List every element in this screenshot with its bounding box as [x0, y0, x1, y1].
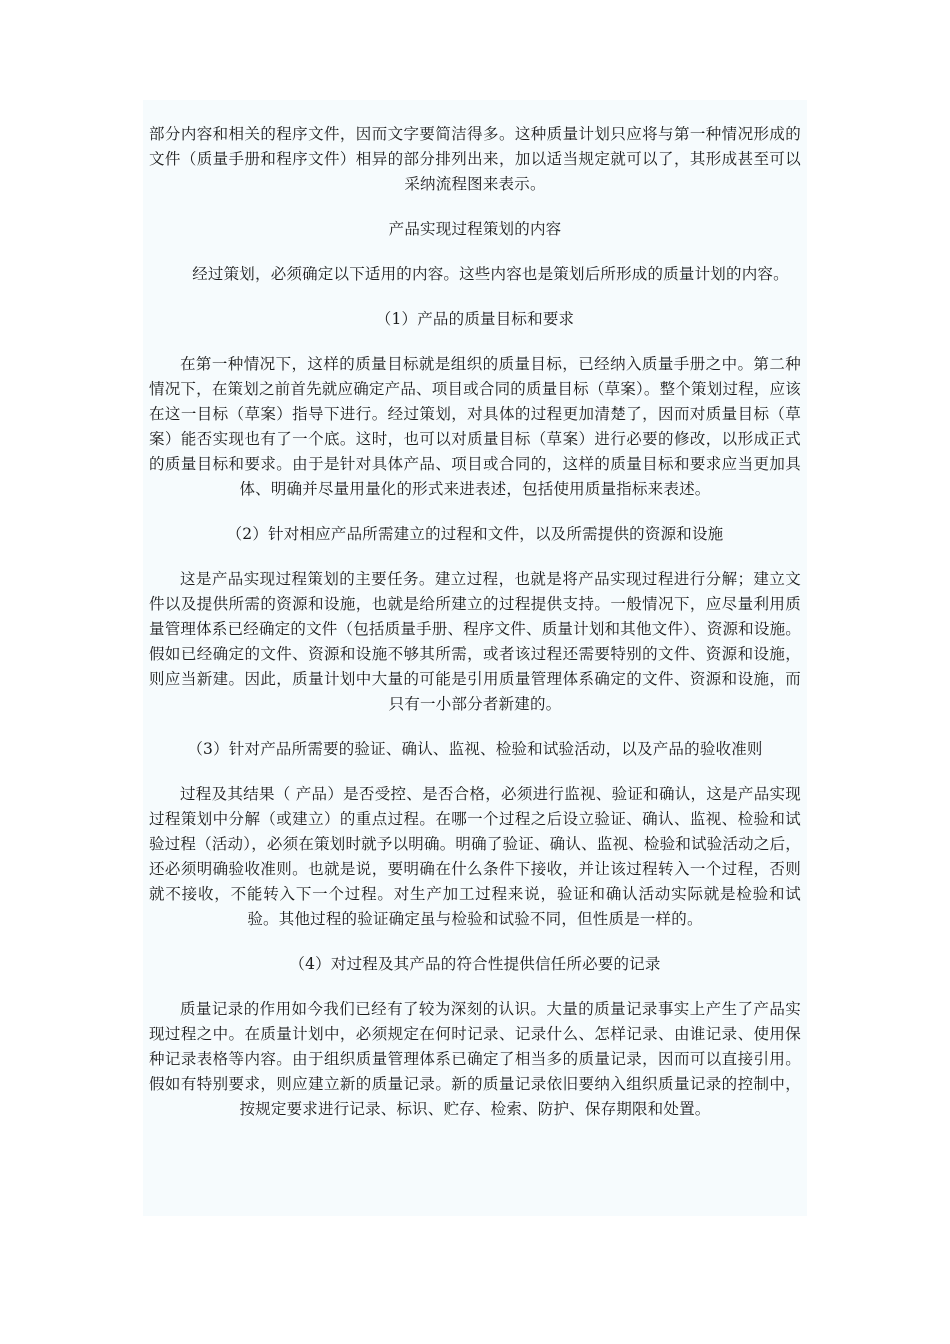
- paragraph-section-1: 在第一种情况下，这样的质量目标就是组织的质量目标，已经纳入质量手册之中。第二种情况下，在策划之前首先就应确定产品、项目或合同的质量目标（草案）。整个策划过程，应该在这一目标（草案）指导下进行。经过策划，对具体的过程更加清楚了，因而对质量目标（草案）能否实现也有了一个底。这时，也可以对质量目标（草案）进行必要的修改，以形成正式的质量目标和要求。由于是针对具体产品、项目或合同的，这样的质量目标和要求应当更加具体、明确并尽量用量化的形式来进表述，包括使用质量指标来表述。: [149, 355, 801, 498]
- section-heading-4: （4）对过程及其产品的符合性提供信任所必要的记录: [289, 955, 661, 973]
- section-heading-3: （3）针对产品所需要的验证、确认、监视、检验和试验活动，以及产品的验收准则: [187, 740, 763, 758]
- section-heading-main: 产品实现过程策划的内容: [388, 220, 562, 238]
- paragraph-section-4: 质量记录的作用如今我们已经有了较为深刻的认识。大量的质量记录事实上产生了产品实现过程之中。在质量计划中，必须规定在何时记录、记录什么、怎样记录、由谁记录、使用保种记录表格等内容。由于组织质量管理体系已确定了相当多的质量记录，因而可以直接引用。假如有特别要求，则应建立新的质量记录。新的质量记录依旧要纳入组织质量记录的控制中，按规定要求进行记录、标识、贮存、检索、防护、保存期限和处置。: [149, 1000, 801, 1118]
- document-body: [143, 122, 807, 1122]
- paragraph-section-3: 过程及其结果（ 产品）是否受控、是否合格，必须进行监视、验证和确认，这是产品实现过程策划中分解（或建立）的重点过程。在哪一个过程之后设立验证、确认、监视、检验和试验过程（活动），必须在策划时就予以明确。明确了验证、确认、监视、检验和试验活动之后，还必须明确验收准则。也就是说，要明确在什么条件下接收，并让该过程转入一个过程，否则就不接收，不能转入下一个过程。对生产加工过程来说，验证和确认活动实际就是检验和试验。其他过程的验证确定虽与检验和试验不同，但性质是一样的。: [149, 785, 801, 928]
- section-heading-1: （1）产品的质量目标和要求: [375, 310, 575, 328]
- paragraph-intro: 部分内容和相关的程序文件，因而文字要简洁得多。这种质量计划只应将与第一种情况形成的文件（质量手册和程序文件）相异的部分排列出来，加以适当规定就可以了，其形成甚至可以采纳流程图来表示。: [149, 125, 801, 193]
- section-heading-2: （2）针对相应产品所需建立的过程和文件，以及所需提供的资源和设施: [226, 525, 724, 543]
- paragraph-section-2: 这是产品实现过程策划的主要任务。建立过程，也就是将产品实现过程进行分解；建立文件以及提供所需的资源和设施，也就是给所建立的过程提供支持。一般情况下，应尽量利用质量管理体系已经确定的文件（包括质量手册、程序文件、质量计划和其他文件）、资源和设施。假如已经确定的文件、资源和设施不够其所需，或者该过程还需要特别的文件、资源和设施，则应当新建。因此，质量计划中大量的可能是引用质量管理体系确定的文件、资源和设施，而只有一小部分者新建的。: [149, 570, 801, 713]
- paragraph-main-intro: 经过策划，必须确定以下适用的内容。这些内容也是策划后所形成的质量计划的内容。: [192, 265, 789, 283]
